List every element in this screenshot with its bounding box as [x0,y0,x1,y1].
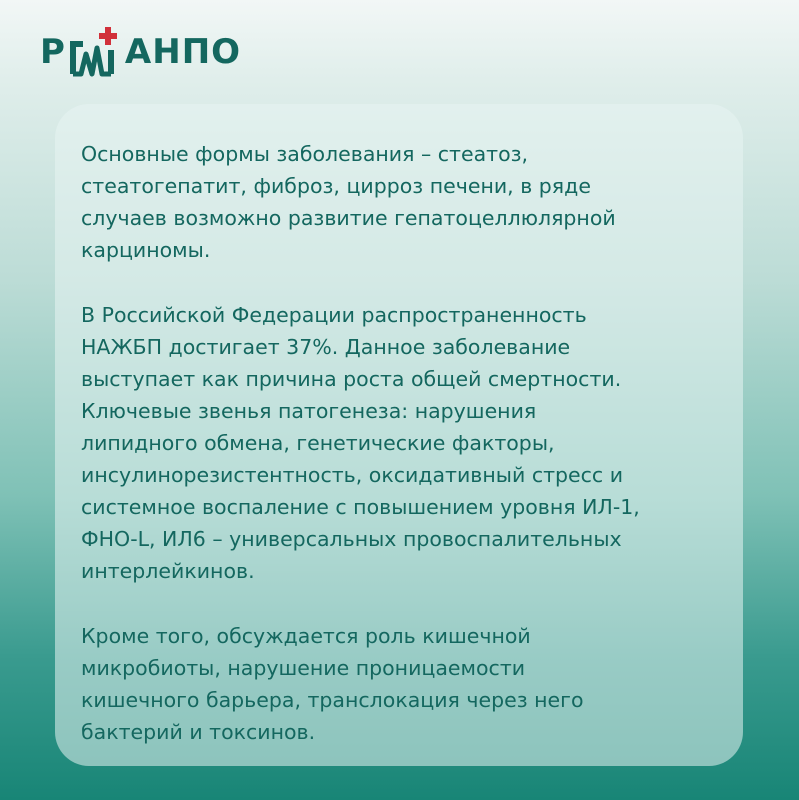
paragraph-prevalence: В Российской Федерации распространенность НАЖБП достигает 37%. Данное заболевание выступает как причина роста общей смертности. Ключевые звенья патогенеза: нарушения липидного обмена, генетические факторы, инсулинорезистентность, оксидативный стресс и системное воспаление с повышением уровня ИЛ-1, ФНО-L, ИЛ6 – универсальных провоспалительных интерлейкинов. [81,303,640,583]
rmanpo-logo [40,22,241,82]
content-card [55,104,743,766]
paragraph-forms: Основные формы заболевания – стеатоз, стеатогепатит, фиброз, цирроз печени, в ряде случаев возможно развитие гепатоцеллюлярной карциномы. [81,142,616,262]
logo-ecg-cross-icon [69,24,123,80]
logo-letter-r: Р [40,32,65,72]
logo-text: АНПО [124,32,242,72]
paragraph-microbiota: Кроме того, обсуждается роль кишечной микробиоты, нарушение проницаемости кишечного барьера, транслокация через него бактерий и токсинов. [81,624,584,744]
